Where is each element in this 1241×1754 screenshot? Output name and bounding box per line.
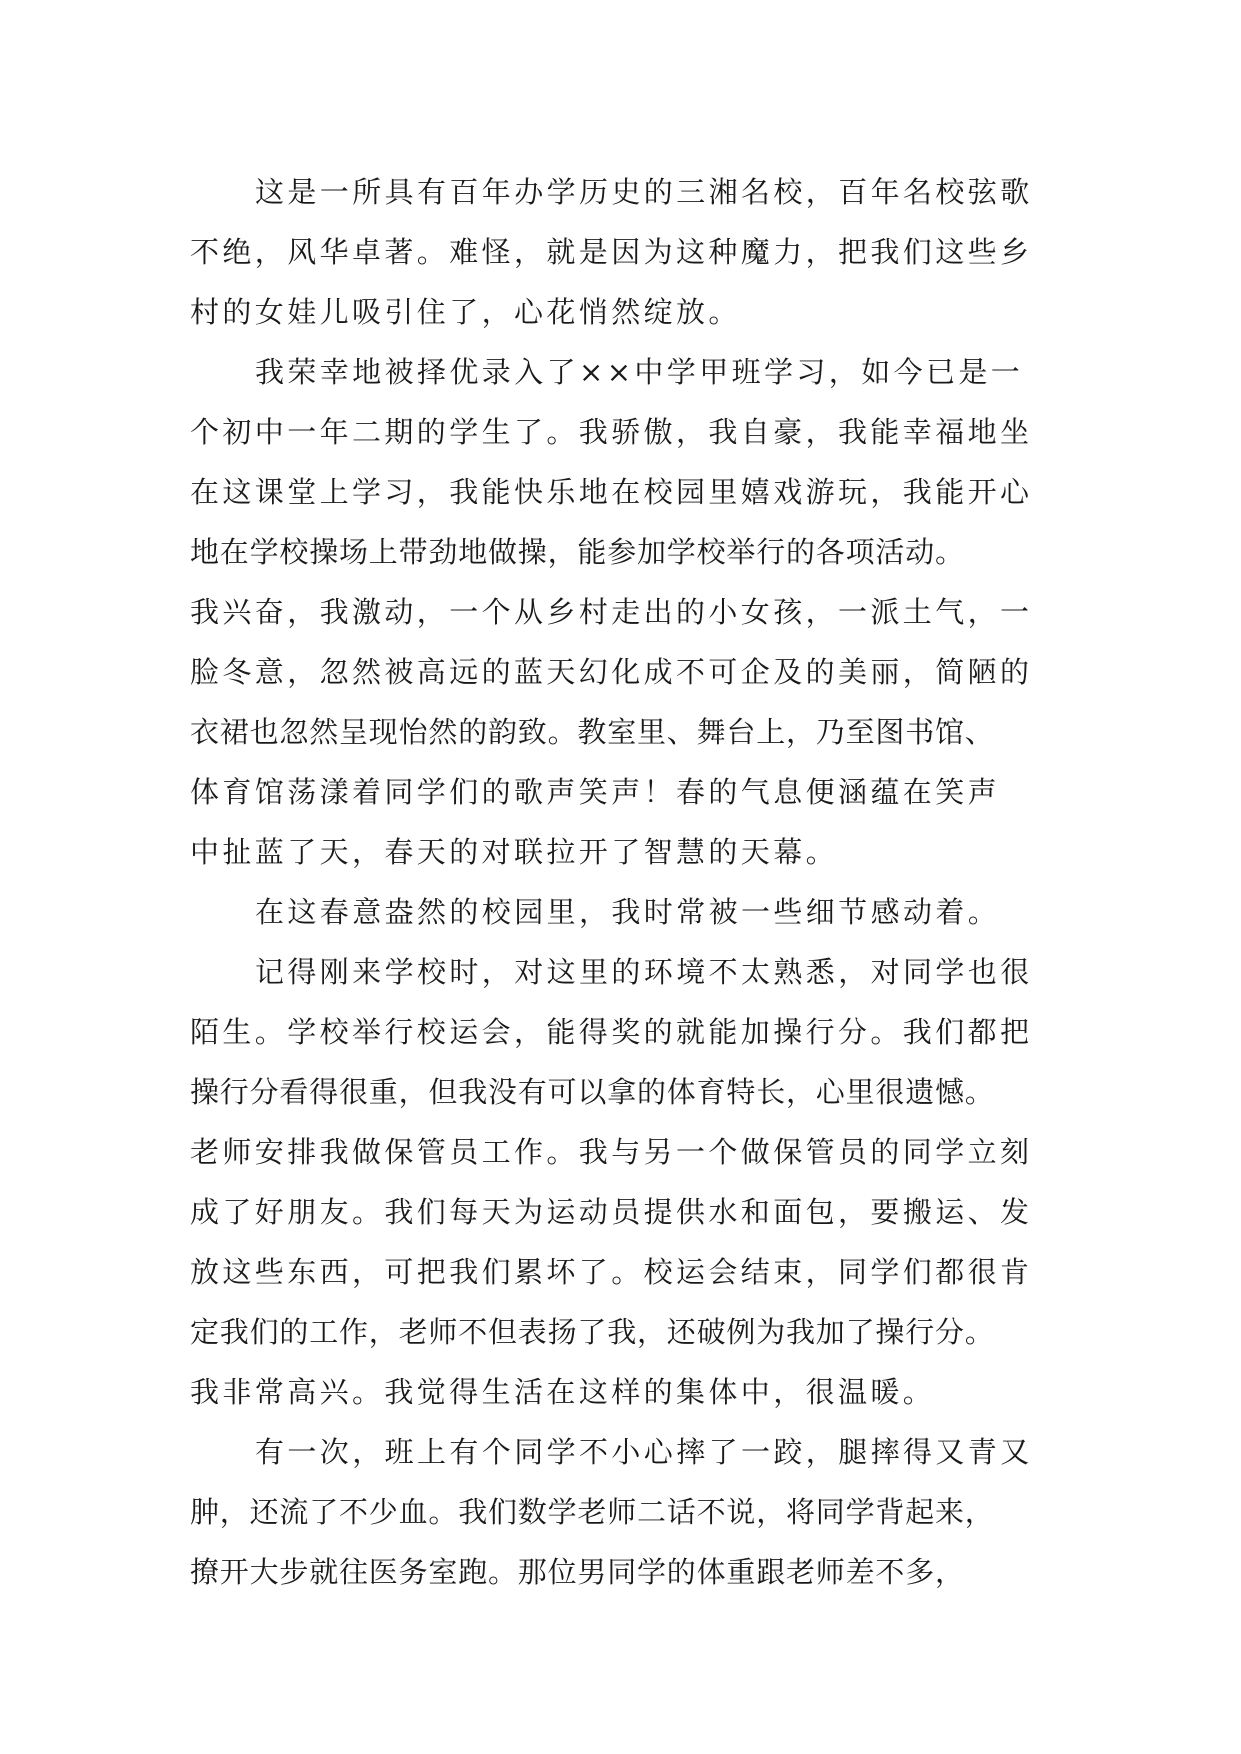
- text-line: 我非常高兴。我觉得生活在这样的集体中，很温暖。: [190, 1375, 936, 1409]
- text-line: 不绝，风华卓著。难怪，就是因为这种魔力，把我们这些乡: [190, 235, 1033, 269]
- text-line: 个初中一年二期的学生了。我骄傲，我自豪，我能幸福地坐: [190, 415, 1033, 449]
- text-line: 记得刚来学校时，对这里的环境不太熟悉，对同学也很: [255, 955, 1033, 989]
- text-line: 老师安排我做保管员工作。我与另一个做保管员的同学立刻: [190, 1135, 1033, 1169]
- text-line: 地在学校操场上带劲地做操，能参加学校举行的各项活动。: [190, 535, 965, 569]
- text-line: 在这课堂上学习，我能快乐地在校园里嬉戏游玩，我能开心: [190, 475, 1033, 509]
- body-text: [190, 162, 1070, 1602]
- text-line: 衣裙也忽然呈现怡然的韵致。教室里、舞台上，乃至图书馆、: [190, 715, 995, 749]
- text-line: 我兴奋，我激动，一个从乡村走出的小女孩，一派土气，一: [190, 595, 1033, 629]
- text-line: 撩开大步就往医务室跑。那位男同学的体重跟老师差不多，: [190, 1555, 965, 1589]
- text-line: 有一次，班上有个同学不小心摔了一跤，腿摔得又青又: [255, 1435, 1033, 1469]
- text-line: 陌生。学校举行校运会，能得奖的就能加操行分。我们都把: [190, 1015, 1033, 1049]
- text-line: 我荣幸地被择优录入了××中学甲班学习，如今已是一: [255, 355, 1024, 389]
- text-line: 在这春意盎然的校园里，我时常被一些细节感动着。: [255, 895, 1001, 929]
- text-line: 成了好朋友。我们每天为运动员提供水和面包，要搬运、发: [190, 1195, 1033, 1229]
- text-line: 定我们的工作，老师不但表扬了我，还破例为我加了操行分。: [190, 1315, 995, 1349]
- text-line: 中扯蓝了天，春天的对联拉开了智慧的天幕。: [190, 835, 839, 869]
- text-line: 脸冬意，忽然被高远的蓝天幻化成不可企及的美丽，简陋的: [190, 655, 1033, 689]
- text-line: 体育馆荡漾着同学们的歌声笑声！春的气息便涵蕴在笑声: [190, 775, 1001, 809]
- text-line: 肿，还流了不少血。我们数学老师二话不说，将同学背起来，: [190, 1495, 995, 1529]
- text-line: 放这些东西，可把我们累坏了。校运会结束，同学们都很肯: [190, 1255, 1033, 1289]
- text-line: 村的女娃儿吸引住了，心花悄然绽放。: [190, 295, 741, 329]
- text-line: 这是一所具有百年办学历史的三湘名校，百年名校弦歌: [255, 175, 1033, 209]
- text-line: 操行分看得很重，但我没有可以拿的体育特长，心里很遗憾。: [190, 1075, 995, 1109]
